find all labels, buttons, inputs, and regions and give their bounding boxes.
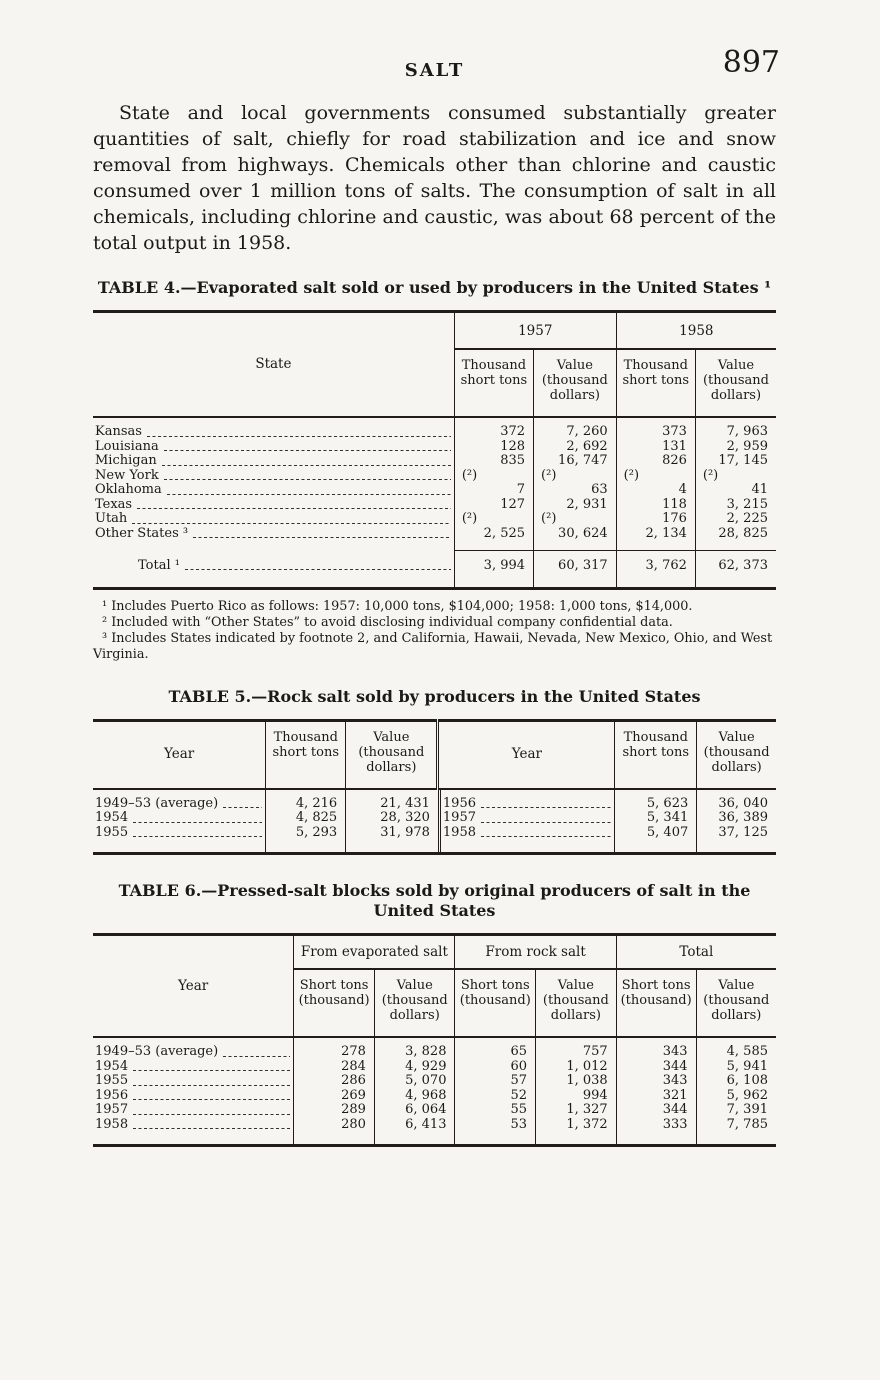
- table-row: [93, 469, 776, 484]
- numeric-cell: 36, 040: [697, 789, 776, 812]
- table6-group-header-row: [93, 935, 776, 970]
- numeric-cell: 31, 978: [346, 826, 438, 854]
- column-header-value: Value (thousand dollars): [695, 349, 776, 417]
- total-label-cell: [93, 551, 454, 587]
- page-title: SALT: [404, 60, 465, 81]
- column-header-value: Value (thousand dollars): [534, 349, 617, 417]
- column-header-value: Value (thousand dollars): [696, 969, 776, 1037]
- year-label: 1949–53 (average): [95, 1044, 219, 1059]
- column-header-year: Year: [93, 720, 266, 789]
- state-cell: [93, 418, 454, 440]
- numeric-cell: 344: [616, 1103, 696, 1118]
- numeric-cell: 5, 941: [696, 1060, 776, 1075]
- state-label: Other States ³: [95, 525, 189, 541]
- numeric-cell: 62, 373: [695, 551, 776, 589]
- table-row: [93, 483, 776, 498]
- numeric-cell: 65: [455, 1037, 536, 1060]
- dotted-leader: [133, 1085, 290, 1086]
- year-label: 1956: [95, 1087, 129, 1103]
- numeric-cell: 333: [616, 1118, 696, 1146]
- numeric-cell: 3, 215: [695, 498, 776, 513]
- numeric-cell: 6, 108: [696, 1074, 776, 1089]
- numeric-cell: 321: [616, 1089, 696, 1104]
- dotted-leader: [133, 822, 262, 823]
- numeric-cell: 372: [454, 417, 533, 440]
- numeric-cell: 176: [616, 512, 695, 527]
- numeric-cell: 835: [454, 454, 533, 469]
- state-cell: [93, 498, 454, 513]
- numeric-cell: 2, 931: [534, 498, 617, 513]
- numeric-cell: (²): [454, 512, 533, 527]
- numeric-cell: 28, 825: [695, 527, 776, 551]
- state-cell: [93, 469, 454, 484]
- table-row: [93, 417, 776, 440]
- numeric-cell: 21, 431: [346, 789, 438, 812]
- numeric-cell: (²): [616, 469, 695, 484]
- dotted-leader: [147, 436, 451, 437]
- column-header-year: Year: [438, 720, 615, 789]
- numeric-cell: (²): [534, 469, 617, 484]
- footnote: ² Included with “Other States” to avoid disclosing individual company confidential data.: [102, 614, 673, 630]
- year-label: 1958: [442, 824, 476, 840]
- numeric-cell: 826: [616, 454, 695, 469]
- numeric-cell: 7, 785: [696, 1118, 776, 1146]
- numeric-cell: 28, 320: [346, 811, 438, 826]
- table-row: [93, 1060, 776, 1075]
- year-cell: [93, 1118, 293, 1145]
- footnote: ³ Includes States indicated by footnote 2, and California, Hawaii, Nevada, New Mexico, Ohio, and West Virginia.: [93, 630, 773, 662]
- dotted-leader: [133, 1128, 290, 1129]
- dotted-leader: [133, 836, 262, 837]
- table4-year-header-row: [93, 312, 776, 350]
- numeric-cell: 284: [294, 1060, 375, 1075]
- numeric-cell: 373: [616, 417, 695, 440]
- numeric-cell: 36, 389: [697, 811, 776, 826]
- year-cell: [93, 1089, 293, 1104]
- numeric-cell: 2, 225: [695, 512, 776, 527]
- numeric-cell: 344: [616, 1060, 696, 1075]
- state-label: Texas: [95, 496, 133, 512]
- table6: [93, 933, 776, 1147]
- numeric-cell: 286: [294, 1074, 375, 1089]
- table-row: [93, 527, 776, 551]
- year-label: 1957: [442, 810, 476, 825]
- group-header-evaporated-salt: From evaporated salt: [294, 935, 455, 970]
- numeric-cell: 2, 959: [695, 440, 776, 455]
- numeric-cell: 30, 624: [534, 527, 617, 551]
- numeric-cell: 4, 216: [266, 789, 346, 812]
- state-cell: [93, 483, 454, 498]
- numeric-cell: 4, 585: [696, 1037, 776, 1060]
- table-row: [93, 454, 776, 469]
- footnote: ¹ Includes Puerto Rico as follows: 1957: 10,000 tons, $104,000; 1958: 1,000 tons, $14,000.: [102, 598, 693, 614]
- numeric-cell: 60: [455, 1060, 536, 1075]
- numeric-cell: 7: [454, 483, 533, 498]
- year-label: 1954: [95, 810, 129, 825]
- year-label: 1949–53 (average): [95, 795, 219, 811]
- numeric-cell: 3, 828: [374, 1037, 455, 1060]
- state-label: Michigan: [95, 453, 157, 468]
- table-row: [93, 1118, 776, 1146]
- numeric-cell: 994: [536, 1089, 617, 1104]
- column-header-short-tons: Short tons (thousand): [616, 969, 696, 1037]
- numeric-cell: 60, 317: [534, 551, 617, 589]
- total-label: Total ¹: [138, 557, 180, 573]
- numeric-cell: 280: [294, 1118, 375, 1146]
- column-header-thousand-short-tons: Thousand short tons: [454, 349, 533, 417]
- table-row: [93, 811, 776, 826]
- table-row: [93, 440, 776, 455]
- table-row: [93, 1103, 776, 1118]
- numeric-cell: 37, 125: [697, 826, 776, 854]
- numeric-cell: 1, 038: [536, 1074, 617, 1089]
- page-number: 897: [722, 45, 780, 80]
- numeric-cell: 4: [616, 483, 695, 498]
- year-label: 1954: [95, 1058, 129, 1074]
- numeric-cell: 128: [454, 440, 533, 455]
- numeric-cell: 757: [536, 1037, 617, 1060]
- numeric-cell: 269: [294, 1089, 375, 1104]
- numeric-cell: 278: [294, 1037, 375, 1060]
- dotted-leader: [223, 807, 262, 808]
- numeric-cell: 343: [616, 1037, 696, 1060]
- table-row: [93, 1037, 776, 1060]
- numeric-cell: 55: [455, 1103, 536, 1118]
- numeric-cell: (²): [454, 469, 533, 484]
- column-header-value: Value (thousand dollars): [536, 969, 617, 1037]
- numeric-cell: 5, 962: [696, 1089, 776, 1104]
- state-label: Louisiana: [95, 438, 159, 454]
- state-cell: [93, 527, 454, 551]
- column-header-value: Value (thousand dollars): [374, 969, 455, 1037]
- state-label: Utah: [95, 511, 128, 526]
- dotted-leader: [162, 465, 451, 466]
- table-row: [93, 826, 776, 854]
- column-header-1957: 1957: [454, 312, 616, 350]
- dotted-leader: [164, 479, 451, 480]
- numeric-cell: 4, 968: [374, 1089, 455, 1104]
- year-cell: [93, 826, 265, 853]
- dotted-leader: [133, 1114, 290, 1115]
- numeric-cell: 6, 413: [374, 1118, 455, 1146]
- numeric-cell: 343: [616, 1074, 696, 1089]
- dotted-leader: [193, 537, 451, 538]
- numeric-cell: 3, 994: [454, 551, 533, 589]
- dotted-leader: [164, 450, 451, 451]
- table4-title: TABLE 4.—Evaporated salt sold or used by producers in the United States ¹: [97, 278, 772, 297]
- numeric-cell: 5, 070: [374, 1074, 455, 1089]
- numeric-cell: 2, 525: [454, 527, 533, 551]
- table-row: [93, 1074, 776, 1089]
- column-header-thousand-short-tons: Thousand short tons: [266, 720, 346, 789]
- state-label: Oklahoma: [95, 482, 162, 497]
- state-label: New York: [95, 467, 159, 483]
- table6-title: TABLE 6.—Pressed-salt blocks sold by original producers of salt in the United States: [118, 881, 751, 920]
- table4-footnotes: [93, 599, 776, 663]
- numeric-cell: 2, 134: [616, 527, 695, 551]
- table5-header-row: [93, 720, 776, 789]
- state-cell: [93, 454, 454, 469]
- numeric-cell: 63: [534, 483, 617, 498]
- year-cell: [93, 1103, 293, 1118]
- numeric-cell: 4, 825: [266, 811, 346, 826]
- column-header-1958: 1958: [616, 312, 776, 350]
- year-cell: [93, 1060, 293, 1075]
- state-label: Kansas: [95, 424, 142, 439]
- numeric-cell: 1, 327: [536, 1103, 617, 1118]
- column-header-thousand-short-tons: Thousand short tons: [615, 720, 697, 789]
- numeric-cell: 7, 391: [696, 1103, 776, 1118]
- column-header-short-tons: Short tons (thousand): [294, 969, 375, 1037]
- dotted-leader: [132, 523, 451, 524]
- dotted-leader: [223, 1056, 290, 1057]
- year-cell: [438, 826, 614, 853]
- dotted-leader: [133, 1099, 290, 1100]
- table-row: [93, 512, 776, 527]
- year-cell: [93, 811, 265, 826]
- numeric-cell: 1, 012: [536, 1060, 617, 1075]
- numeric-cell: (²): [695, 469, 776, 484]
- numeric-cell: 1, 372: [536, 1118, 617, 1146]
- numeric-cell: 53: [455, 1118, 536, 1146]
- year-label: 1955: [95, 824, 129, 840]
- group-header-rock-salt: From rock salt: [455, 935, 616, 970]
- year-label: 1957: [95, 1102, 129, 1117]
- numeric-cell: 2, 692: [534, 440, 617, 455]
- column-header-thousand-short-tons: Thousand short tons: [616, 349, 695, 417]
- dotted-leader: [185, 569, 451, 570]
- numeric-cell: 3, 762: [616, 551, 695, 589]
- table5: [93, 719, 776, 856]
- numeric-cell: 16, 747: [534, 454, 617, 469]
- numeric-cell: 7, 963: [695, 417, 776, 440]
- numeric-cell: 4, 929: [374, 1060, 455, 1075]
- year-cell: [93, 1074, 293, 1089]
- numeric-cell: (²): [534, 512, 617, 527]
- dotted-leader: [137, 508, 451, 509]
- table-row: [93, 498, 776, 513]
- year-cell: [93, 790, 265, 812]
- total-row: [93, 551, 776, 589]
- numeric-cell: 289: [294, 1103, 375, 1118]
- intro-paragraph: State and local governments consumed substantially greater quantities of salt, chiefly for road stabilization and ice and snow removal from highways. Chemicals other than chlorine and caustic consumed over 1 million tons of salts. The consumption of salt in all chemicals, including chlorine and caustic, was about 68 percent of the total output in 1958.: [93, 102, 776, 254]
- column-header-short-tons: Short tons (thousand): [455, 969, 536, 1037]
- numeric-cell: 7, 260: [534, 417, 617, 440]
- column-header-value: Value (thousand dollars): [697, 720, 776, 789]
- table-row: [93, 1089, 776, 1104]
- page-content: [93, 45, 780, 1147]
- table4: [93, 310, 776, 590]
- numeric-cell: 5, 341: [615, 811, 697, 826]
- dotted-leader: [167, 494, 451, 495]
- page-header: [93, 45, 780, 88]
- year-label: 1958: [95, 1116, 129, 1132]
- year-label: 1956: [442, 795, 476, 811]
- column-header-year: Year: [93, 935, 294, 1038]
- dotted-leader: [133, 1070, 290, 1071]
- state-cell: [93, 440, 454, 455]
- numeric-cell: 52: [455, 1089, 536, 1104]
- numeric-cell: 57: [455, 1074, 536, 1089]
- numeric-cell: 118: [616, 498, 695, 513]
- table5-title: TABLE 5.—Rock salt sold by producers in the United States: [168, 686, 701, 706]
- year-label: 1955: [95, 1073, 129, 1088]
- numeric-cell: 17, 145: [695, 454, 776, 469]
- year-cell: [438, 811, 614, 826]
- numeric-cell: 41: [695, 483, 776, 498]
- numeric-cell: 5, 293: [266, 826, 346, 854]
- group-header-total: Total: [616, 935, 776, 970]
- numeric-cell: 6, 064: [374, 1103, 455, 1118]
- dotted-leader: [481, 836, 611, 837]
- numeric-cell: 131: [616, 440, 695, 455]
- column-header-state: State: [93, 312, 454, 418]
- dotted-leader: [481, 822, 611, 823]
- dotted-leader: [481, 807, 611, 808]
- numeric-cell: 127: [454, 498, 533, 513]
- state-cell: [93, 512, 454, 527]
- numeric-cell: 5, 407: [615, 826, 697, 854]
- year-cell: [438, 790, 614, 812]
- column-header-value: Value (thousand dollars): [346, 720, 438, 789]
- table-row: [93, 789, 776, 812]
- year-cell: [93, 1038, 293, 1060]
- numeric-cell: 5, 623: [615, 789, 697, 812]
